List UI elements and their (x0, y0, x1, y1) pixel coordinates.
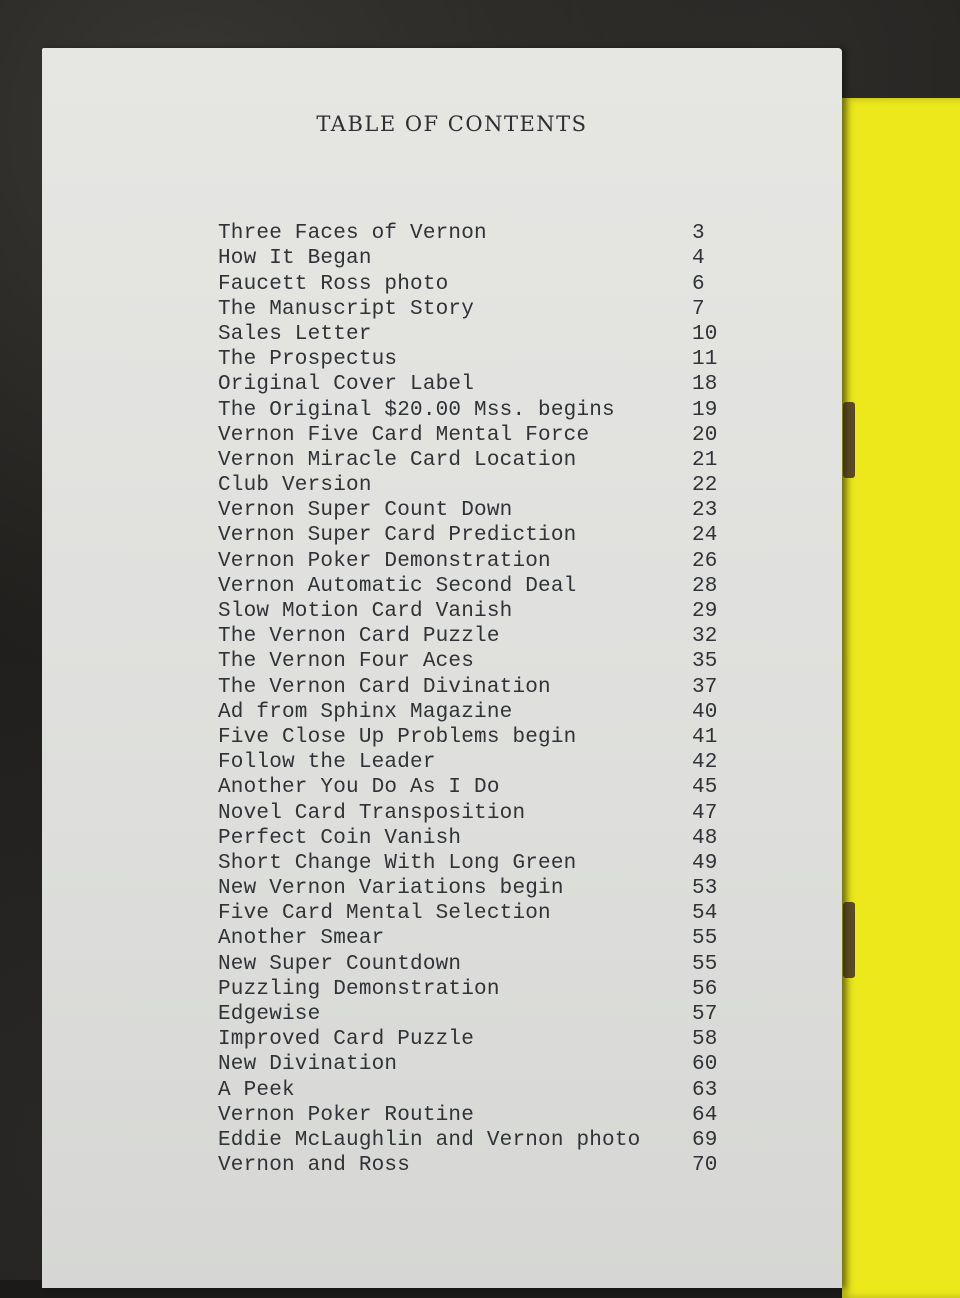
toc-row (218, 321, 728, 346)
toc-row (218, 950, 728, 975)
toc-page-number: 70 (692, 1154, 718, 1178)
toc-page-number: 4 (692, 247, 705, 271)
toc-page-number: 57 (692, 1003, 718, 1026)
toc-row (218, 573, 728, 598)
toc-entry-title: Novel Card Transposition (218, 801, 526, 825)
toc-page-number: 18 (692, 373, 718, 397)
toc-page-number: 20 (692, 423, 718, 447)
toc-row (218, 547, 728, 572)
toc-row (218, 699, 728, 724)
toc-page-number: 37 (692, 675, 718, 699)
toc-page-number: 69 (692, 1128, 718, 1152)
toc-page-number: 32 (692, 625, 718, 649)
toc-page-number: 26 (692, 549, 718, 573)
toc-page-number: 29 (692, 600, 718, 623)
toc-page-number: 55 (692, 927, 718, 951)
toc-entry-title: Edgewise (218, 1003, 321, 1026)
toc-page-number: 48 (692, 826, 718, 850)
toc-entry-title: Vernon Super Count Down (218, 499, 513, 523)
yellow-back-cover (842, 98, 960, 1298)
toc-page-number: 64 (692, 1103, 718, 1127)
toc-entry-title: New Vernon Variations begin (218, 877, 564, 901)
toc-entry-title: Club Version (218, 474, 372, 498)
toc-entry-title: Vernon Automatic Second Deal (218, 574, 577, 598)
toc-row (218, 976, 728, 1001)
toc-page-number: 49 (692, 851, 718, 875)
toc-entry-title: Perfect Coin Vanish (218, 826, 462, 850)
toc-page-number: 11 (692, 348, 718, 372)
toc-row (218, 422, 728, 447)
toc-entry-title: Follow the Leader (218, 751, 436, 775)
toc-entry-title: Vernon Poker Demonstration (218, 549, 551, 573)
toc-entry-title: Five Close Up Problems begin (218, 725, 577, 749)
toc-entry-title: Eddie McLaughlin and Vernon photo (218, 1128, 641, 1152)
toc-list (218, 220, 728, 1177)
toc-row (218, 875, 728, 900)
toc-row (218, 900, 728, 925)
toc-row (218, 1076, 728, 1101)
booklet-page (42, 48, 842, 1288)
toc-page-number: 45 (692, 776, 718, 800)
toc-page-number: 19 (692, 398, 718, 422)
toc-entry-title: Vernon Super Card Prediction (218, 524, 577, 548)
staple-bottom (843, 902, 855, 978)
toc-page-number: 42 (692, 751, 718, 775)
toc-row (218, 220, 728, 245)
toc-entry-title: Puzzling Demonstration (218, 977, 500, 1001)
toc-row (218, 245, 728, 270)
toc-row (218, 1051, 728, 1076)
toc-page-number: 40 (692, 700, 718, 724)
toc-entry-title: How It Began (218, 247, 372, 271)
toc-page-number: 28 (692, 574, 718, 598)
staple-top (843, 402, 855, 478)
toc-page-number: 35 (692, 650, 718, 674)
toc-page-number: 6 (692, 272, 705, 296)
page-title-text: TABLE OF CONTENTS (316, 112, 588, 136)
toc-entry-title: Five Card Mental Selection (218, 902, 551, 926)
toc-page-number: 7 (692, 297, 705, 321)
toc-entry-title: The Vernon Card Divination (218, 675, 551, 699)
toc-row (218, 1026, 728, 1051)
toc-row (218, 1127, 728, 1152)
toc-row (218, 850, 728, 875)
toc-entry-title: Faucett Ross photo (218, 272, 449, 296)
toc-page-number: 58 (692, 1028, 718, 1052)
toc-page-number: 47 (692, 801, 718, 825)
toc-row (218, 799, 728, 824)
toc-page-number: 63 (692, 1078, 718, 1102)
toc-entry-title: Another Smear (218, 927, 385, 951)
toc-row (218, 346, 728, 371)
toc-row (218, 774, 728, 799)
toc-entry-title: Improved Card Puzzle (218, 1028, 475, 1052)
toc-row (218, 522, 728, 547)
toc-row (218, 648, 728, 673)
toc-page-number: 60 (692, 1053, 718, 1077)
toc-entry-title: New Divination (218, 1053, 398, 1077)
toc-entry-title: A Peek (218, 1078, 295, 1102)
page-title (42, 112, 842, 136)
toc-entry-title: Three Faces of Vernon (218, 222, 487, 246)
toc-entry-title: Vernon Poker Routine (218, 1103, 475, 1127)
toc-row (218, 396, 728, 421)
toc-row (218, 1102, 728, 1127)
toc-entry-title: Another You Do As I Do (218, 776, 500, 800)
toc-entry-title: Vernon Miracle Card Location (218, 448, 577, 472)
toc-row (218, 296, 728, 321)
toc-entry-title: The Manuscript Story (218, 297, 475, 321)
toc-row (218, 623, 728, 648)
toc-entry-title: The Prospectus (218, 348, 398, 372)
toc-row (218, 270, 728, 295)
toc-page-number: 22 (692, 474, 718, 498)
toc-entry-title: Vernon and Ross (218, 1154, 411, 1178)
toc-row (218, 472, 728, 497)
toc-entry-title: The Vernon Card Puzzle (218, 625, 500, 649)
toc-entry-title: The Vernon Four Aces (218, 650, 475, 674)
toc-entry-title: Ad from Sphinx Magazine (218, 700, 513, 724)
toc-page-number: 56 (692, 977, 718, 1001)
toc-row (218, 497, 728, 522)
toc-page-number: 21 (692, 448, 718, 472)
toc-page-number: 3 (692, 222, 705, 246)
toc-row (218, 447, 728, 472)
toc-page-number: 10 (692, 322, 718, 346)
toc-entry-title: Slow Motion Card Vanish (218, 600, 513, 623)
toc-row (218, 825, 728, 850)
toc-row (218, 598, 728, 623)
toc-row (218, 1001, 728, 1026)
toc-entry-title: Short Change With Long Green (218, 851, 577, 875)
toc-row (218, 1152, 728, 1177)
toc-entry-title: Original Cover Label (218, 373, 475, 397)
toc-row (218, 724, 728, 749)
toc-page-number: 54 (692, 902, 718, 926)
toc-entry-title: Vernon Five Card Mental Force (218, 423, 590, 447)
toc-page-number: 53 (692, 877, 718, 901)
toc-row (218, 925, 728, 950)
toc-page-number: 23 (692, 499, 718, 523)
toc-entry-title: Sales Letter (218, 322, 372, 346)
toc-row (218, 371, 728, 396)
toc-page-number: 55 (692, 952, 718, 976)
toc-entry-title: The Original $20.00 Mss. begins (218, 398, 615, 422)
toc-entry-title: New Super Countdown (218, 952, 462, 976)
toc-page-number: 24 (692, 524, 718, 548)
toc-page-number: 41 (692, 725, 718, 749)
toc-row (218, 749, 728, 774)
toc-row (218, 673, 728, 698)
